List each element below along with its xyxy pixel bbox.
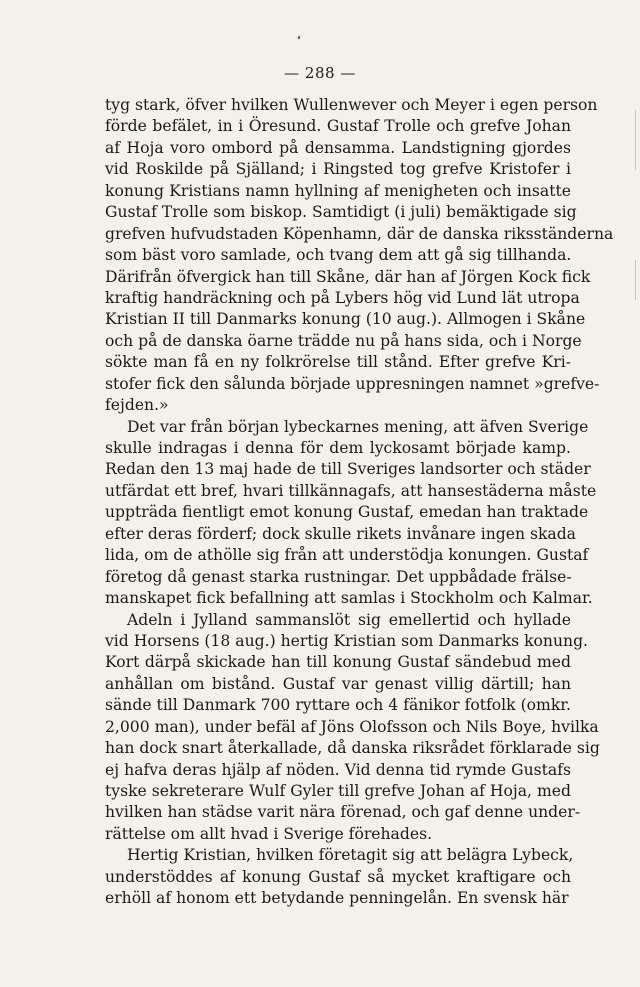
page-number: — 288 — <box>284 64 356 82</box>
text-line: efter deras förderf; dock skulle rikets invånare ingen skada <box>105 524 576 543</box>
text-line: tyske sekreterare Wulf Gyler till grefve Johan af Hoja, med <box>105 782 571 800</box>
text-line: konung Kristians namn hyllning af menigheten och insatte <box>105 181 571 200</box>
body-text <box>105 95 614 910</box>
text-line: han dock snart återkallade, då danska riksrådet förklarade sig <box>105 739 600 758</box>
text-line: och på de danska öarne trädde nu på hans sida, och i Norge <box>105 331 582 350</box>
text-line: erhöll af honom ett betydande penningelån. En svensk här <box>105 889 569 908</box>
text-line: Hertig Kristian, hvilken företagit sig att belägra Lybeck, <box>127 846 574 865</box>
text-line: hvilken han städse varit nära förenad, och gaf denne under- <box>105 803 581 822</box>
text-line: understöddes af konung Gustaf så mycket kraftigare och <box>105 867 571 886</box>
text-line: kraftig handräckning och på Lybers hög vid Lund lät utropa <box>105 288 580 307</box>
text-line: Kristian II till Danmarks konung (10 aug.). Allmogen i Skåne <box>105 310 586 329</box>
text-line: Redan den 13 maj hade de till Sveriges landsorter och städer <box>105 460 591 479</box>
scan-edge-mark <box>635 110 636 170</box>
paragraph <box>105 417 597 610</box>
ink-speck <box>298 36 301 40</box>
text-line: 2,000 man), under befäl af Jöns Olofsson och Nils Boye, hvilka <box>105 717 599 736</box>
text-line: stofer fick den sålunda började uppresningen namnet »grefve- <box>105 374 600 393</box>
text-line: tyg stark, öfver hvilken Wullenwever och Meyer i egen person <box>105 96 598 114</box>
scan-edge-mark <box>635 260 636 300</box>
paragraph <box>105 610 600 846</box>
text-line: företog då genast starka rustningar. Det uppbådade frälse- <box>105 567 572 586</box>
paragraph <box>105 95 614 417</box>
text-line: Gustaf Trolle som biskop. Samtidigt (i juli) bemäktigade sig <box>105 203 577 222</box>
text-line: Kort därpå skickade han till konung Gustaf sändebud med <box>105 653 571 672</box>
text-line: manskapet fick befallning att samlas i Stockholm och Kalmar. <box>105 589 593 608</box>
text-line: som bäst voro samlade, och tvang dem att gå sig tillhanda. <box>105 246 572 265</box>
text-line: förde befälet, in i Öresund. Gustaf Trolle och grefve Johan <box>105 117 571 136</box>
text-line: vid Roskilde på Själland; i Ringsted tog grefve Kristofer i <box>105 160 571 179</box>
text-line: grefven hufvudstaden Köpenhamn, där de danska riksständerna <box>105 224 614 243</box>
text-line: Det var från början lybeckarnes mening, att äfven Sverige <box>127 417 589 436</box>
text-line: Adeln i Jylland sammanslöt sig emellertid och hyllade <box>127 610 571 629</box>
text-line: uppträda fientligt emot konung Gustaf, emedan han traktade <box>105 503 589 522</box>
text-line: rättelse om allt hvad i Sverige förehades. <box>105 824 433 843</box>
text-line: Därifrån öfvergick han till Skåne, där han af Jörgen Kock fick <box>105 267 591 286</box>
text-line: lida, om de athölle sig från att understödja konungen. Gustaf <box>105 546 589 565</box>
text-line: anhållan om bistånd. Gustaf var genast villig därtill; han <box>105 674 571 693</box>
text-line: af Hoja voro ombord på densamma. Landstigning gjordes <box>105 138 571 157</box>
text-line: fejden.» <box>105 396 169 415</box>
text-line: utfärdat ett bref, hvari tillkännagafs, att hansestäderna måste <box>105 481 597 500</box>
text-line: skulle indragas i denna för dem lyckosamt började kamp. <box>105 439 571 457</box>
text-line: sände till Danmark 700 ryttare och 4 fänikor fotfolk (omkr. <box>105 696 571 715</box>
paragraph <box>105 845 574 909</box>
text-line: vid Horsens (18 aug.) hertig Kristian som Danmarks konung. <box>105 631 589 650</box>
text-line: sökte man få en ny folkrörelse till stånd. Efter grefve Kri- <box>105 353 571 372</box>
text-line: ej hafva deras hjälp af nöden. Vid denna tid rymde Gustafs <box>105 760 571 779</box>
